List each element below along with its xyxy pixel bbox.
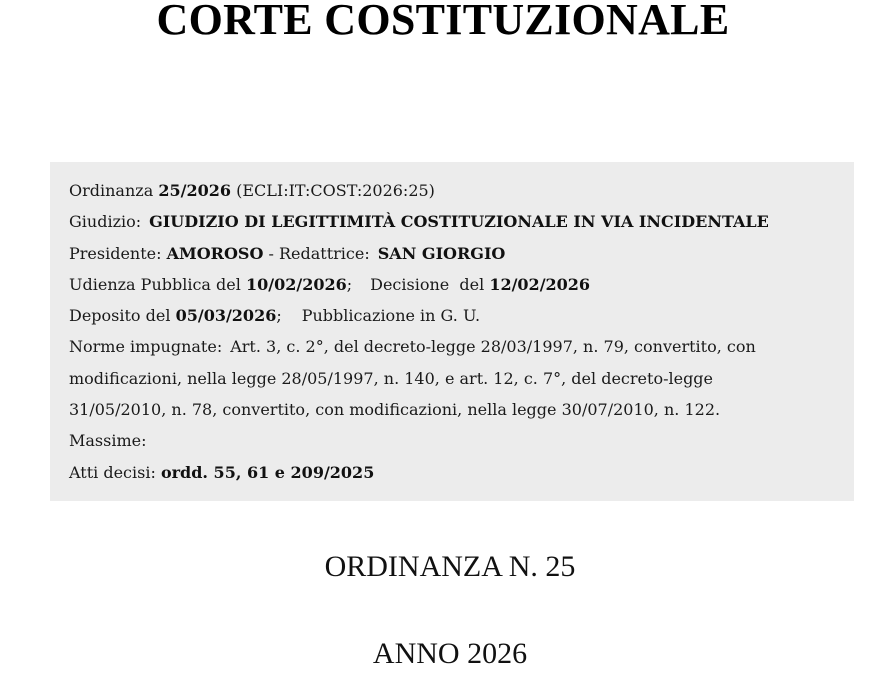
norme-line-3: [69, 394, 854, 425]
decisione-date: 12/02/2026: [489, 274, 591, 294]
ordinanza-number: 25/2026: [158, 181, 231, 200]
udienza-separator: ;: [346, 274, 353, 294]
decisione-label: Decisione del: [370, 274, 485, 294]
presidente-label: Presidente:: [69, 243, 162, 263]
norme-line-2: [69, 363, 854, 394]
udienza-line: [69, 269, 854, 300]
anno-heading: ANNO 2026: [372, 637, 528, 670]
atti-label: Atti decisi:: [69, 462, 156, 482]
norme-text-1: Art. 3, c. 2°, del decreto-legge 28/03/1997, n. 79, convertito, con: [230, 337, 756, 357]
deposito-separator: ;: [276, 306, 282, 326]
norme-text-3: 31/05/2010, n. 78, convertito, con modificazioni, nella legge 30/07/2010, n. 122.: [69, 400, 721, 420]
ordinanza-heading: ORDINANZA N. 25: [324, 550, 576, 583]
decision-summary-box: [50, 162, 854, 501]
ecli-code: (ECLI:IT:COST:2026:25): [236, 181, 435, 200]
ordinanza-label: Ordinanza: [69, 181, 154, 200]
deposito-line: [69, 300, 854, 331]
presidente-line: [69, 238, 854, 269]
deposito-label: Deposito del: [69, 306, 171, 326]
massime-label: Massime:: [69, 431, 147, 451]
presidente-value: AMOROSO: [166, 243, 264, 263]
pubblicazione-label: Pubblicazione in G. U.: [301, 306, 481, 326]
giudizio-label: Giudizio:: [69, 212, 142, 232]
deposito-date: 05/03/2026: [175, 306, 277, 326]
atti-line: [69, 457, 854, 488]
atti-value: ordd. 55, 61 e 209/2025: [160, 462, 375, 482]
massime-line: [69, 425, 854, 456]
giudizio-line: [69, 206, 854, 237]
ordinanza-line: [69, 175, 854, 206]
redattrice-label: - Redattrice:: [268, 243, 370, 263]
redattrice-value: SAN GIORGIO: [377, 243, 506, 263]
norme-label: Norme impugnate:: [69, 337, 223, 357]
norme-text-2: modificazioni, nella legge 28/05/1997, n. 140, e art. 12, c. 7°, del decreto-legge: [69, 368, 714, 388]
court-title: CORTE COSTITUZIONALE: [156, 0, 730, 44]
giudizio-value: GIUDIZIO DI LEGITTIMITÀ COSTITUZIONALE IN VIA INCIDENTALE: [149, 212, 769, 232]
norme-line-1: [69, 331, 854, 362]
udienza-label: Udienza Pubblica del: [69, 274, 241, 294]
udienza-date: 10/02/2026: [245, 274, 347, 294]
